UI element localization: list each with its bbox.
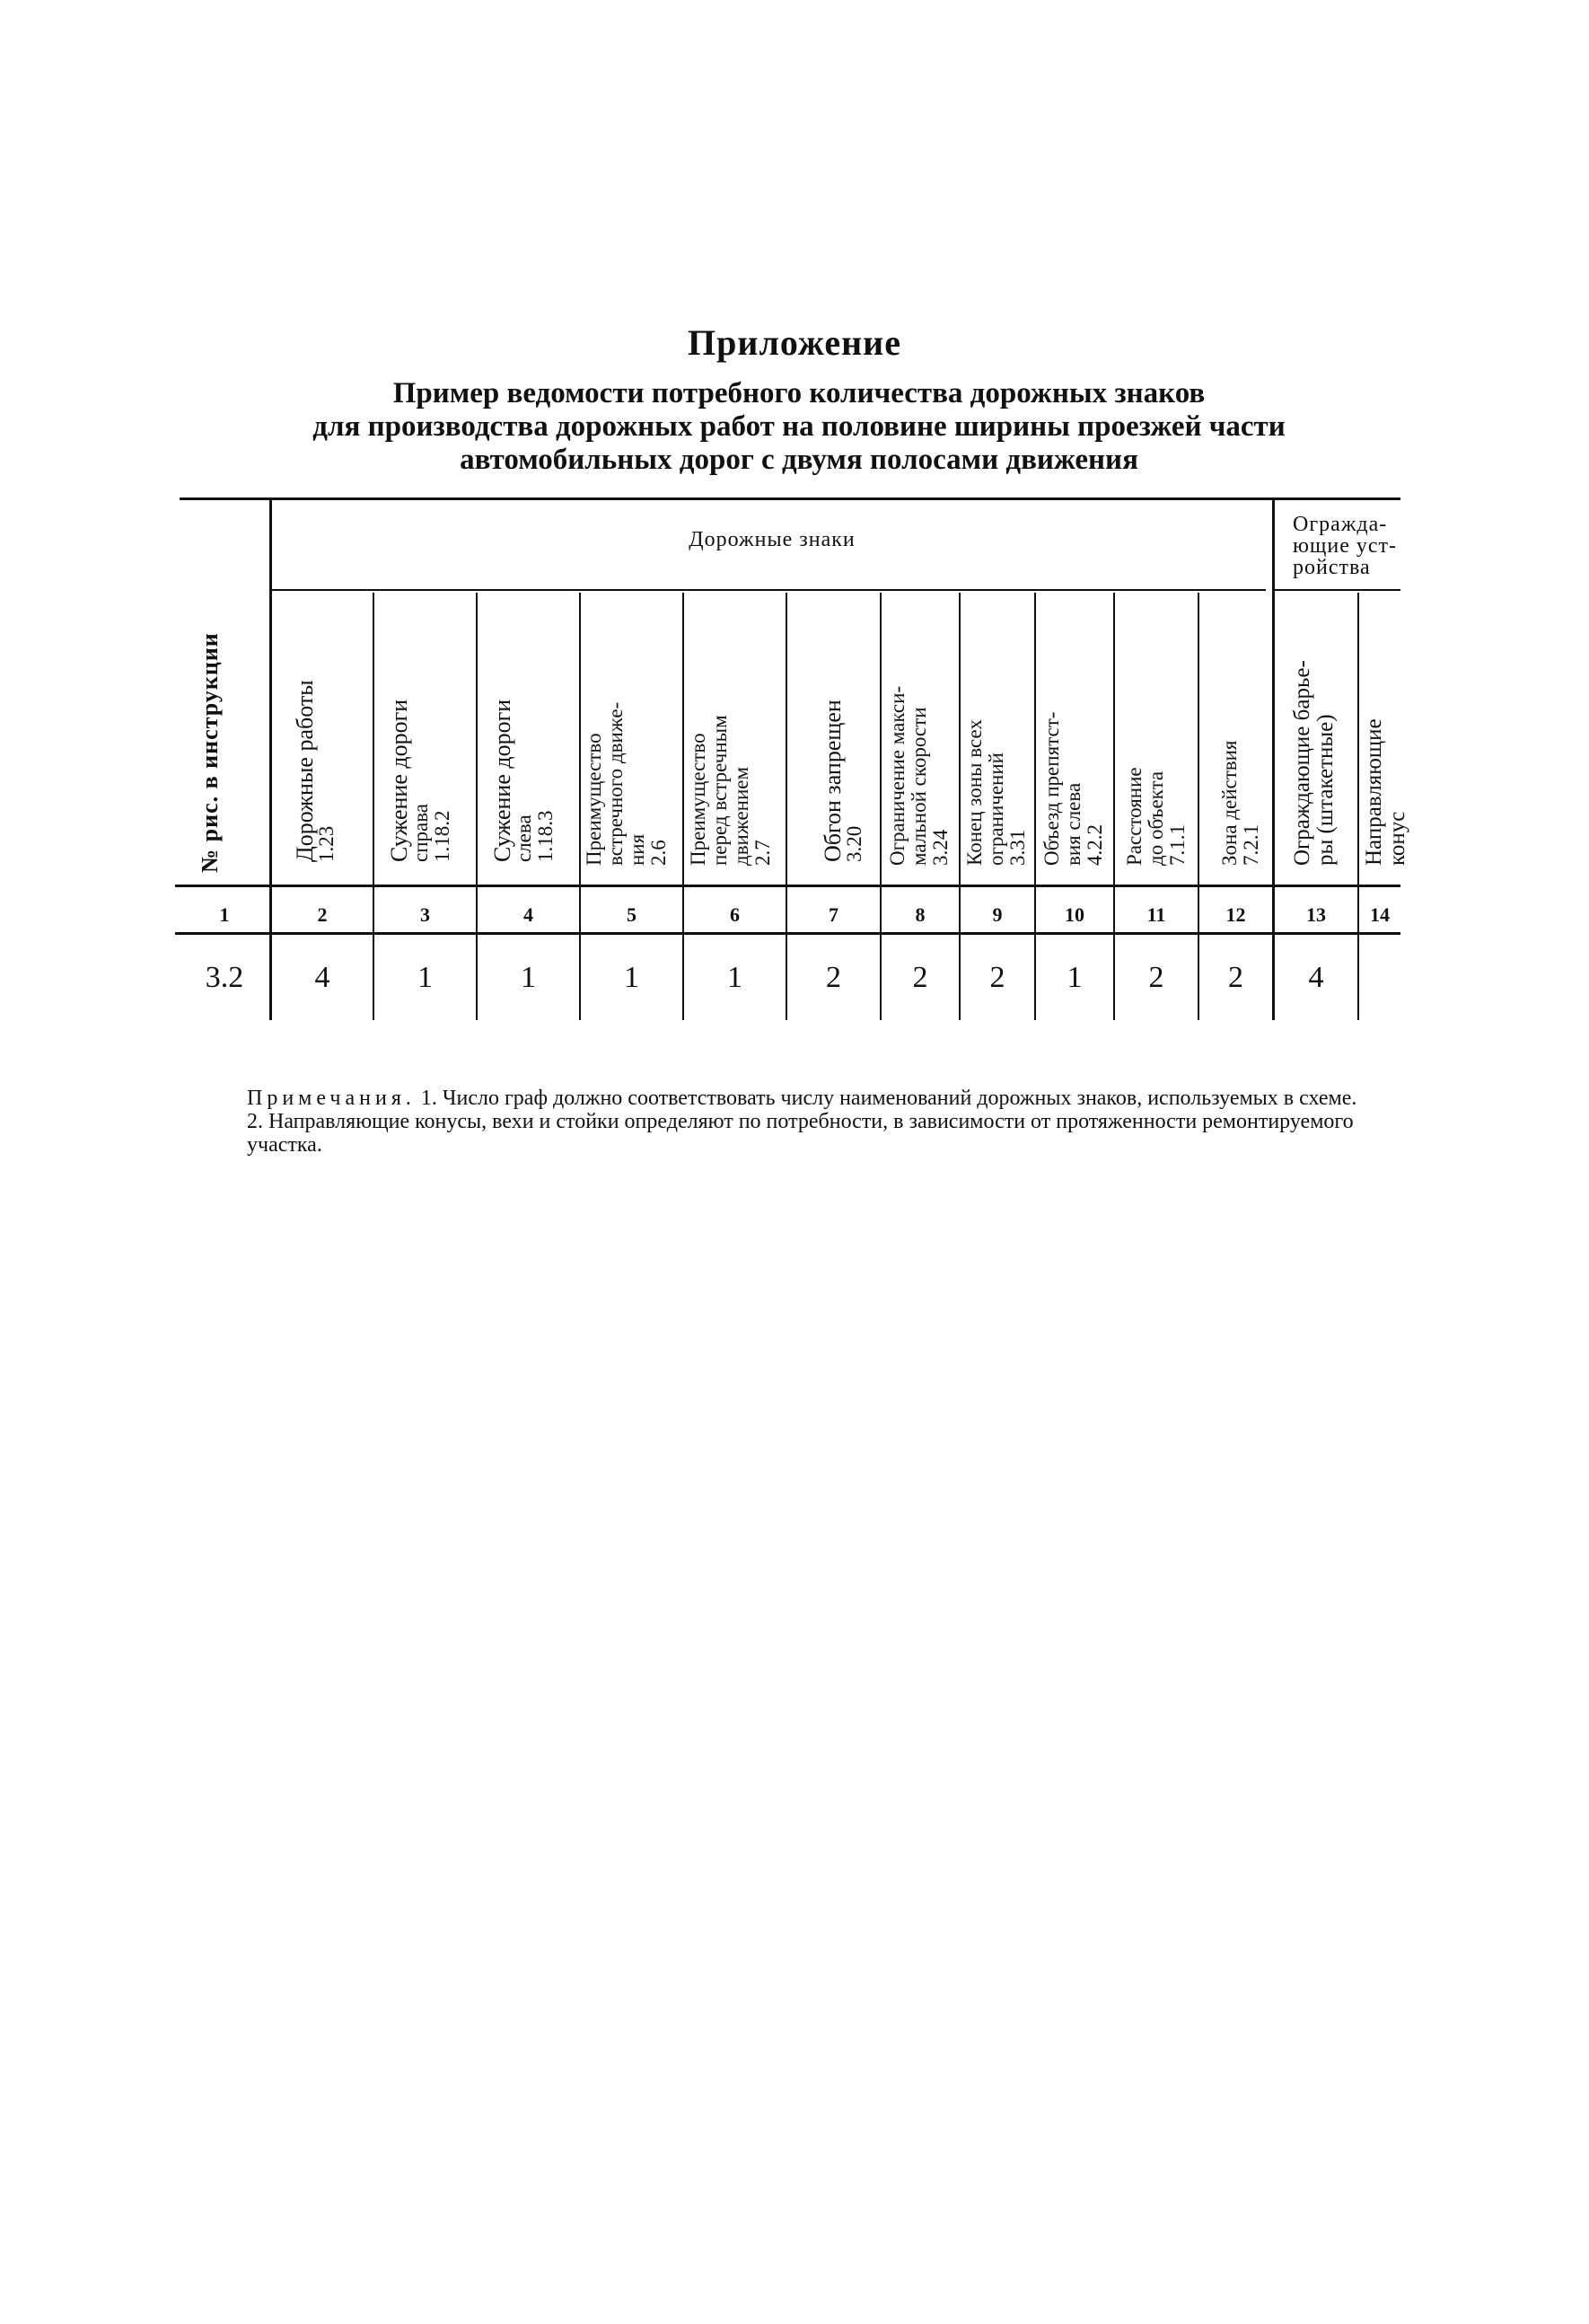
column-divider <box>1357 593 1359 1020</box>
column-divider <box>1272 497 1275 1020</box>
table-cell: 4 <box>314 961 330 994</box>
table-top-rule <box>180 497 1400 500</box>
column-header-line: Обгон запрещен <box>820 700 846 862</box>
column-header-line: Ограничение макси- <box>886 685 909 866</box>
column-header-line: Дорожные работы <box>292 680 318 862</box>
document-subtitle <box>206 377 1391 477</box>
column-header-line: Расстояние <box>1123 767 1146 866</box>
column-header-line: до объекта <box>1145 770 1167 866</box>
column-header-line: движением <box>730 766 752 866</box>
table-cell: 1 <box>727 961 742 994</box>
column-number: 7 <box>829 903 838 926</box>
group-header-signs: Дорожные знаки <box>689 528 856 551</box>
column-header-line: конус <box>1385 811 1409 866</box>
column-number: 14 <box>1370 903 1390 926</box>
column-header-line: Ограждающие барье- <box>1290 660 1314 866</box>
column-header-line: 7.1.1 <box>1166 824 1189 866</box>
column-header-line: № рис. в инструкции <box>197 632 223 873</box>
column-header-line: Сужение дороги <box>489 699 515 862</box>
column-header-line: встречного движе- <box>604 701 627 866</box>
column-header-line: Зона действия <box>1218 740 1241 866</box>
table-cell: 1 <box>521 961 536 994</box>
guard-header-line: ющие уст- <box>1293 534 1398 558</box>
column-header-line: перед встречным <box>708 715 731 866</box>
table-cell: 3.2 <box>205 961 244 994</box>
note-2: 2. Направляющие конусы, вехи и стойки определяют по потребности, в зависимости от протяженности ремонтируемого участка. <box>247 1110 1354 1157</box>
column-divider <box>786 593 787 1020</box>
column-divider <box>579 593 581 1020</box>
subtitle-line: Пример ведомости потребного количества дорожных знаков <box>392 377 1206 409</box>
column-header-line: ограничений <box>985 753 1007 866</box>
column-divider <box>1113 593 1115 1020</box>
column-divider <box>1034 593 1036 1020</box>
column-header-line: Преимущество <box>687 733 709 866</box>
guard-header-rule <box>1275 589 1400 591</box>
column-header-line: 3.24 <box>929 829 952 866</box>
column-number: 9 <box>992 903 1003 926</box>
column-header-line: 2.6 <box>647 840 670 866</box>
column-header-line: 3.20 <box>843 825 865 862</box>
column-header-line: мальной скорости <box>908 707 930 866</box>
column-header-line: справа <box>409 804 432 862</box>
column-header-line: Конец зоны всех <box>963 719 986 866</box>
notes <box>193 1087 1427 1157</box>
column-header-line: 7.2.1 <box>1240 824 1262 866</box>
column-number: 6 <box>730 903 740 926</box>
column-divider <box>880 593 882 1020</box>
table-cell: 1 <box>1067 961 1083 994</box>
subtitle-line: для производства дорожных работ на половине ширины проезжей части <box>312 410 1286 443</box>
column-number: 13 <box>1306 903 1326 926</box>
table-cell: 2 <box>826 961 841 994</box>
column-header-line: 1.18.3 <box>534 810 557 862</box>
note-1 <box>193 1087 1427 1110</box>
guard-header-line: ройства <box>1293 556 1371 579</box>
subtitle-line: автомобильных дорог с двумя полосами движения <box>460 444 1138 476</box>
column-number: 12 <box>1225 903 1246 926</box>
guard-header-line: Огражда- <box>1293 513 1388 536</box>
column-header-line: 1.18.2 <box>431 810 453 862</box>
column-divider <box>682 593 684 1020</box>
column-number: 4 <box>523 903 533 926</box>
numbers-bottom-rule <box>175 932 1400 935</box>
table-cell: 2 <box>912 961 928 994</box>
table-cell: 2 <box>1228 961 1243 994</box>
notes-label: Примечания. <box>247 1087 416 1110</box>
table-cell: 1 <box>417 961 433 994</box>
column-divider <box>959 593 961 1020</box>
table-cell: 4 <box>1308 961 1324 994</box>
column-header-line: Объезд препятст- <box>1040 711 1063 866</box>
column-number: 2 <box>317 903 328 926</box>
group-header-rule <box>272 589 1266 591</box>
table-cell: 2 <box>989 961 1005 994</box>
column-header-line: Направляющие <box>1362 718 1386 866</box>
column-divider <box>269 497 272 1020</box>
column-number: 1 <box>219 903 230 926</box>
column-header-line: ния <box>626 833 648 866</box>
note-1-text: 1. Число граф должно соответствовать числу наименований дорожных знаков, используемых в схеме. <box>420 1087 1357 1110</box>
column-header-line: 4.2.2 <box>1084 824 1106 866</box>
page-title: Приложение <box>688 322 901 363</box>
column-header-line: 2.7 <box>751 840 774 866</box>
column-header-line: 3.31 <box>1006 829 1029 866</box>
column-number: 5 <box>627 903 636 926</box>
table-cell: 2 <box>1148 961 1164 994</box>
column-number: 11 <box>1146 903 1166 926</box>
column-number: 10 <box>1065 903 1084 926</box>
group-header-guard <box>1293 514 1418 578</box>
header-bottom-rule <box>175 885 1400 887</box>
column-number: 8 <box>915 903 926 926</box>
column-divider <box>1198 593 1199 1020</box>
column-header-line: Сужение дороги <box>386 699 412 862</box>
column-divider <box>476 593 478 1020</box>
column-header-line: ры (штакетные) <box>1313 714 1338 866</box>
column-number: 3 <box>420 903 430 926</box>
column-header-line: слева <box>513 814 535 862</box>
column-header-line: 1.23 <box>315 825 338 862</box>
column-divider <box>373 593 374 1020</box>
table-cell: 1 <box>624 961 639 994</box>
column-header-line: вия слева <box>1062 782 1084 866</box>
column-header-line: Преимущество <box>583 733 605 866</box>
